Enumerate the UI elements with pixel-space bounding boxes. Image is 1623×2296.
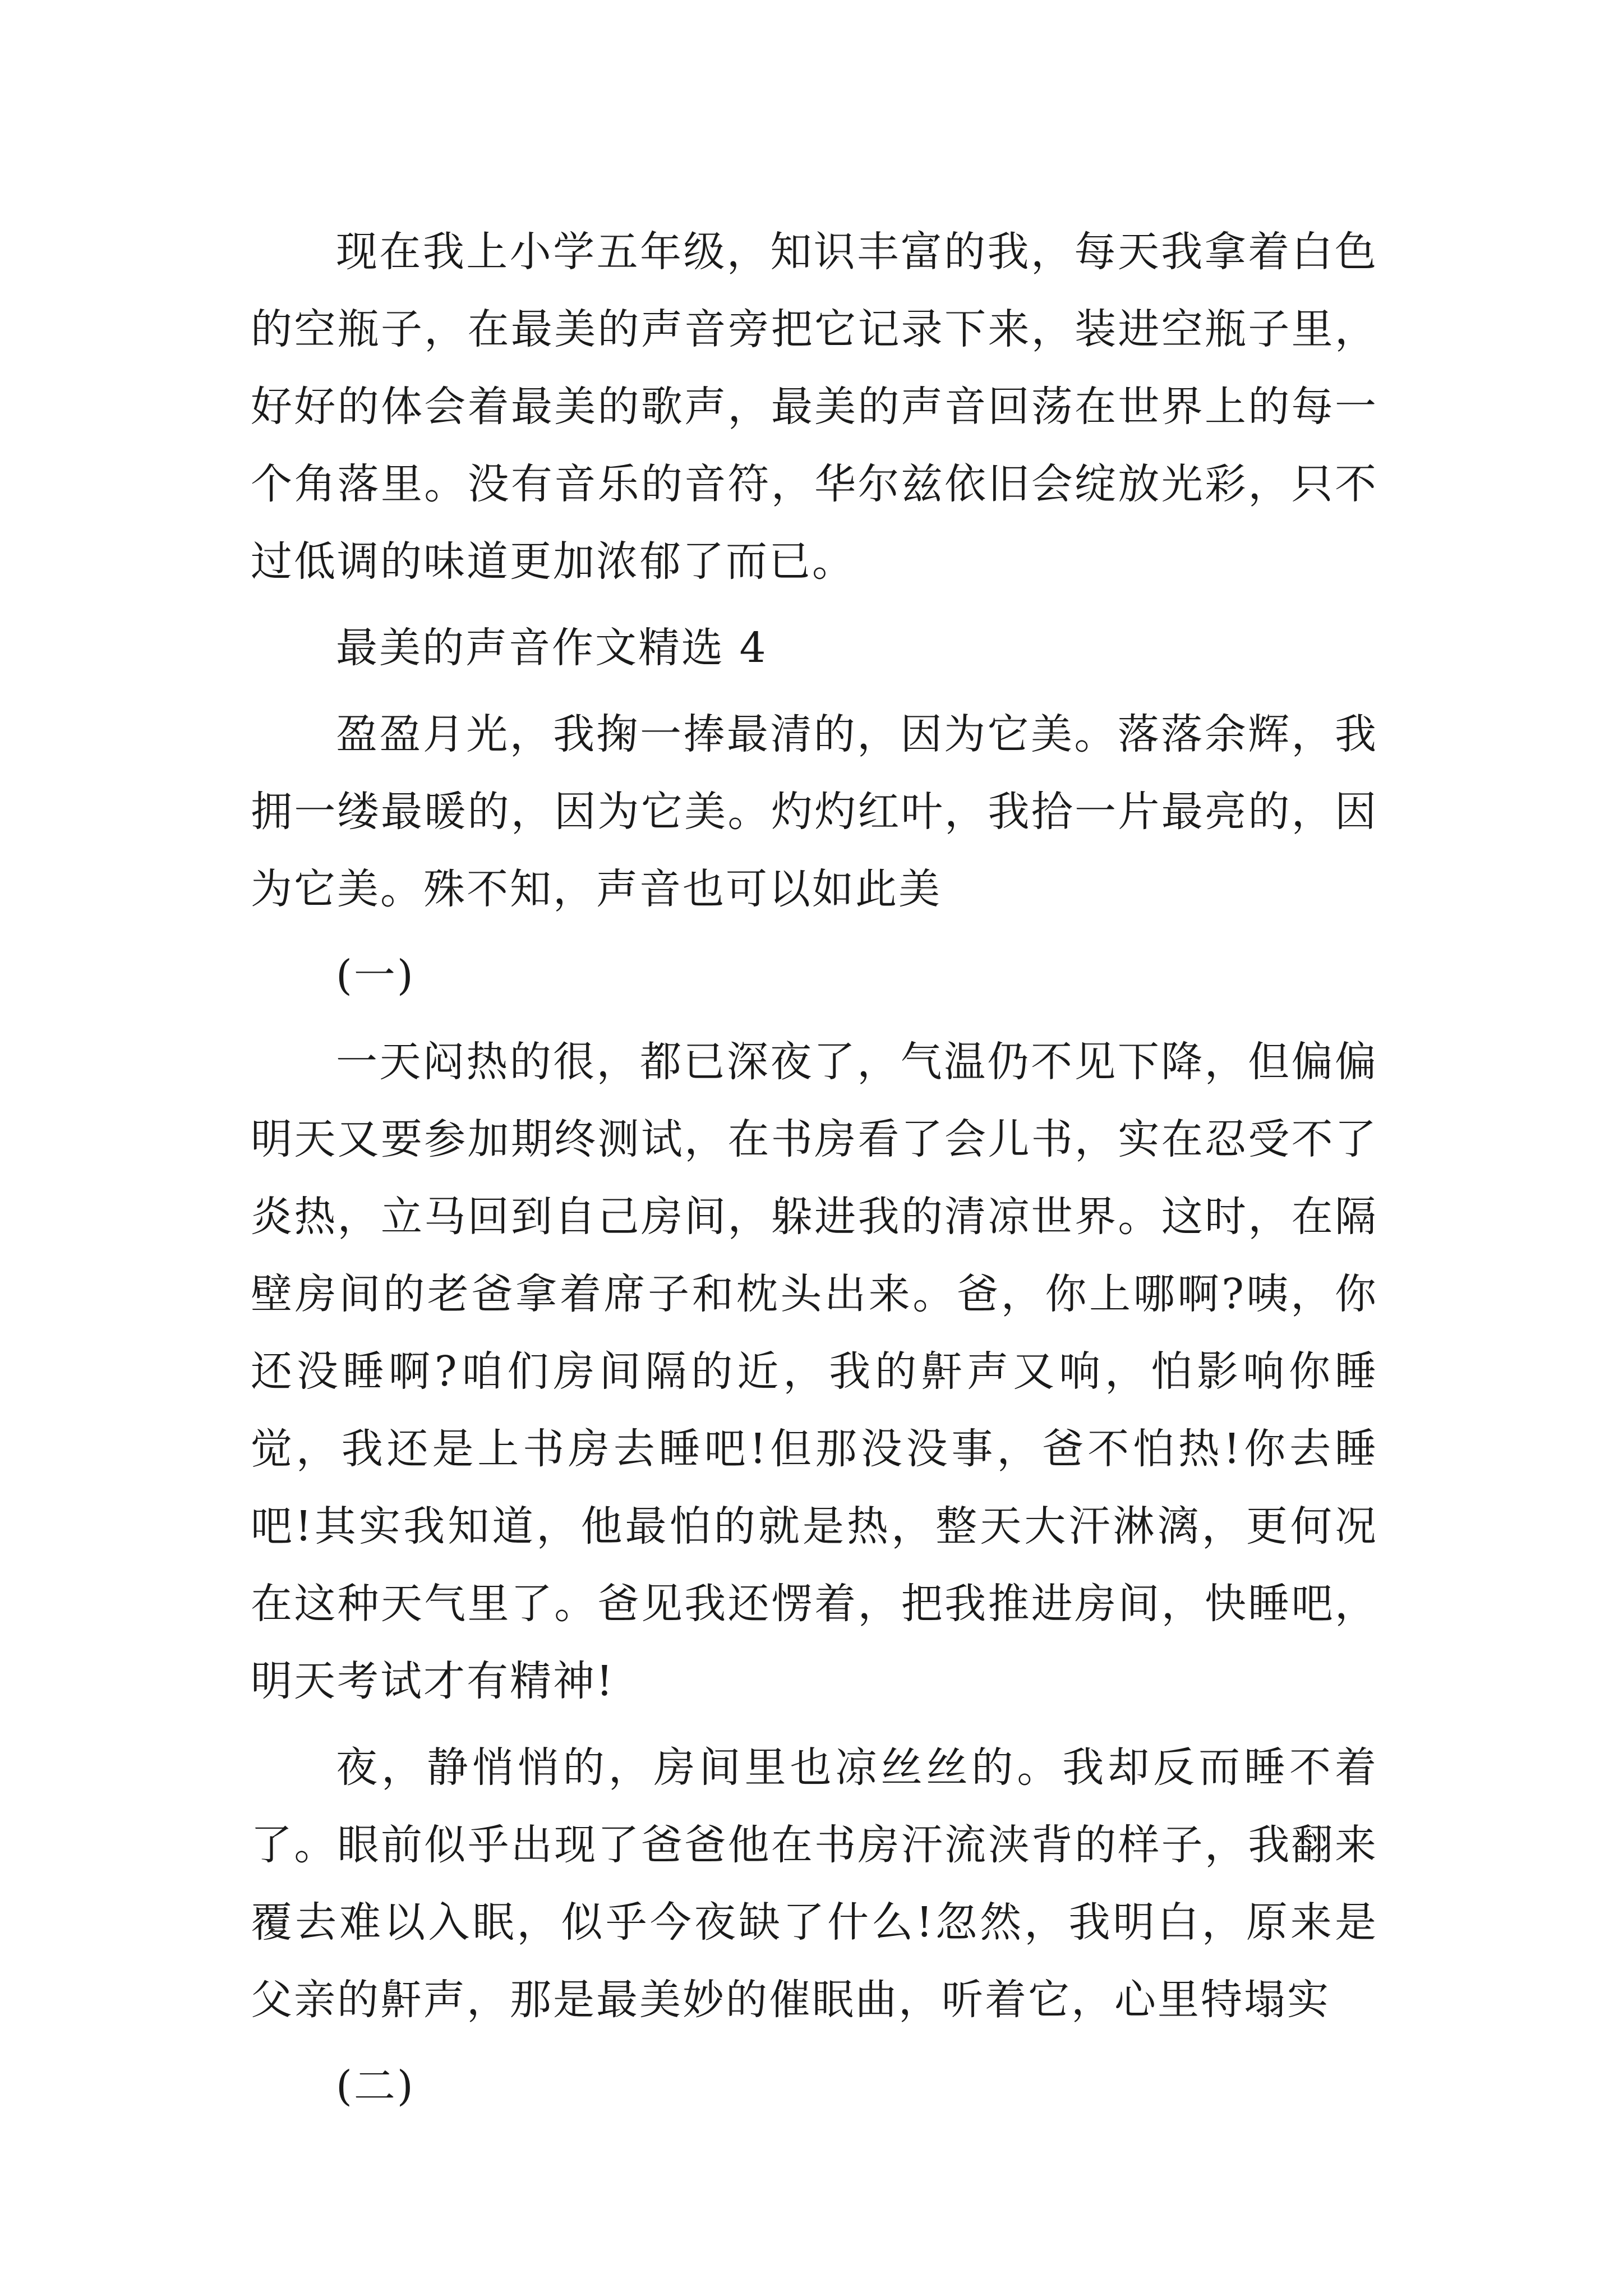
part-marker-one: (一) (336, 951, 415, 1000)
document-body (251, 213, 1378, 2134)
paragraph-hot-night: 一天闷热的很，都已深夜了，气温仍不见下降，但偏偏明天又要参加期终测试，在书房看了会儿书，实在忍受不了炎热，立马回到自己房间，躲进我的清凉世界。这时，在隔壁房间的老爸拿着席子和枕头出来。爸，你上哪啊?咦，你还没睡啊?咱们房间隔的近，我的鼾声又响，怕影响你睡觉，我还是上书房去睡吧!但那没没事，爸不怕热!你去睡吧!其实我知道，他最怕的就是热，整天大汗淋漓，更何况在这种天气里了。爸见我还愣着，把我推进房间，快睡吧，明天考试才有精神! (251, 1038, 1378, 1705)
paragraph-bottle: 现在我上小学五年级，知识丰富的我，每天我拿着白色的空瓶子，在最美的声音旁把它记录下来，装进空瓶子里，好好的体会着最美的歌声，最美的声音回荡在世界上的每一个角落里。没有音乐的音符，华尔兹依旧会绽放光彩，只不过低调的味道更加浓郁了而已。 (251, 228, 1378, 586)
section-heading: 最美的声音作文精选 4 (336, 624, 768, 672)
paragraph-quiet-night: 夜，静悄悄的，房间里也凉丝丝的。我却反而睡不着了。眼前似乎出现了爸爸他在书房汗流浃背的样子，我翻来覆去难以入眠，似乎今夜缺了什么!忽然，我明白，原来是父亲的鼾声，那是最美妙的催眠曲，听着它，心里特塌实 (251, 1743, 1378, 2024)
paragraph-moonlight: 盈盈月光，我掬一捧最清的，因为它美。落落余辉，我拥一缕最暖的，因为它美。灼灼红叶，我拾一片最亮的，因为它美。殊不知，声音也可以如此美 (251, 710, 1378, 913)
part-marker-two: (二) (336, 2062, 415, 2110)
